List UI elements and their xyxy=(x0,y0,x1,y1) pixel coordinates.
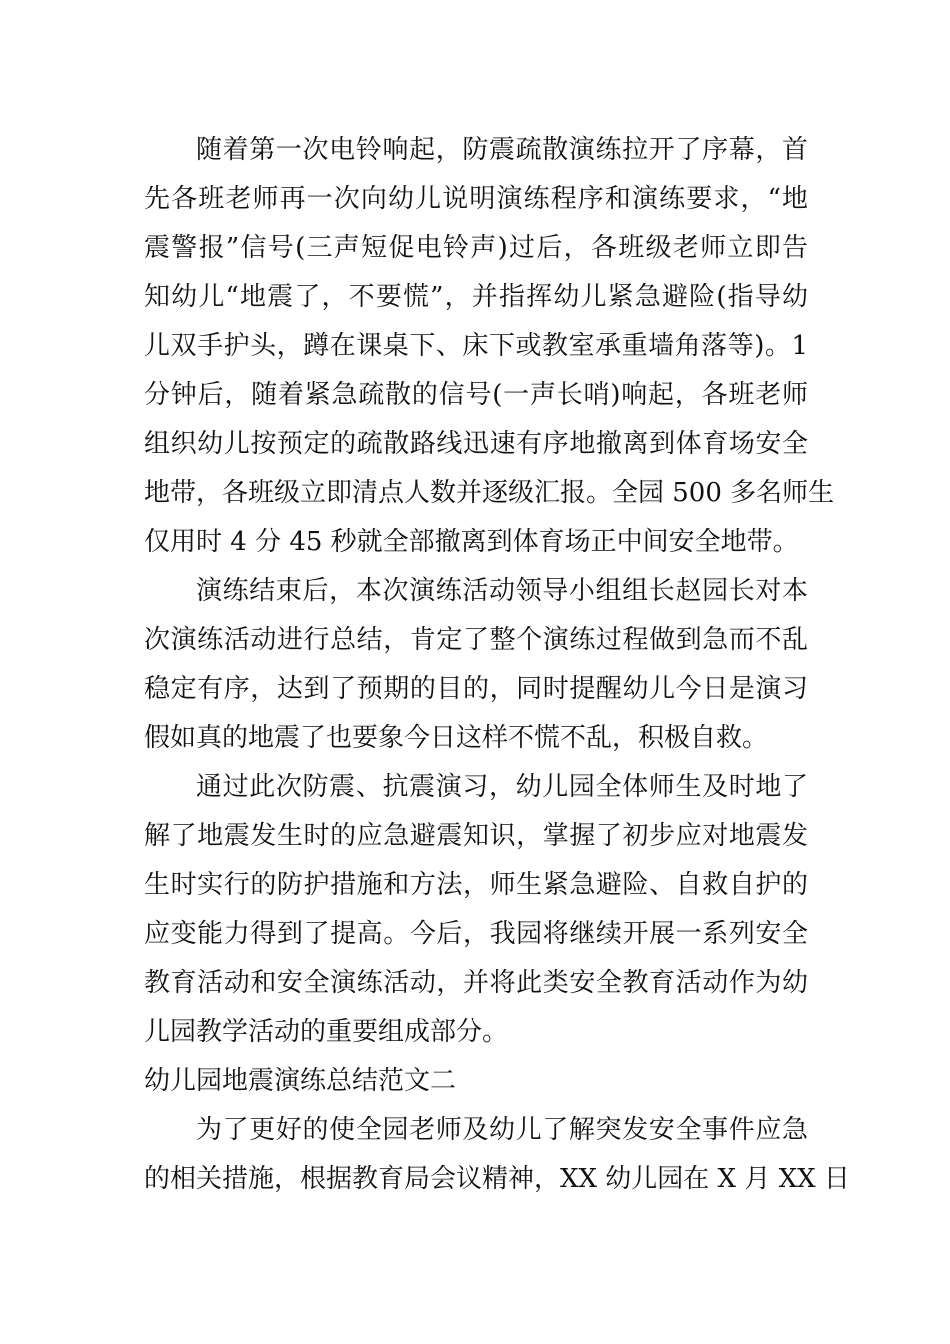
text-line: 假如真的地震了也要象今日这样不慌不乱，积极自救。 xyxy=(144,723,769,753)
text-line: 知幼儿“地震了，不要慌”，并指挥幼儿紧急避险(指导幼 xyxy=(144,282,808,312)
text-line: 次演练活动进行总结，肯定了整个演练过程做到急而不乱 xyxy=(144,625,808,655)
text-line: 震警报”信号(三声短促电铃声)过后，各班级老师立即告 xyxy=(144,233,808,263)
text-line: 教育活动和安全演练活动，并将此类安全教育活动作为幼 xyxy=(144,968,808,998)
text-line: 儿园教学活动的重要组成部分。 xyxy=(144,1017,509,1047)
text-line: 为了更好的使全园老师及幼儿了解突发安全事件应急 xyxy=(196,1115,808,1145)
text-line: 幼儿园地震演练总结范文二 xyxy=(144,1066,457,1096)
text-line: 的相关措施，根据教育局会议精神，XX 幼儿园在 X 月 XX 日 xyxy=(144,1164,850,1194)
text-line: 解了地震发生时的应急避震知识，掌握了初步应对地震发 xyxy=(144,821,808,851)
text-line: 稳定有序，达到了预期的目的，同时提醒幼儿今日是演习 xyxy=(144,674,808,704)
text-line: 随着第一次电铃响起，防震疏散演练拉开了序幕，首 xyxy=(196,135,808,165)
text-line: 地带，各班级立即清点人数并逐级汇报。全园 500 多名师生 xyxy=(144,478,835,508)
text-line: 组织幼儿按预定的疏散路线迅速有序地撤离到体育场安全 xyxy=(144,429,808,459)
document-body xyxy=(144,126,850,1204)
text-line: 分钟后，随着紧急疏散的信号(一声长哨)响起，各班老师 xyxy=(144,380,808,410)
text-line: 生时实行的防护措施和方法，师生紧急避险、自救自护的 xyxy=(144,870,808,900)
text-line: 演练结束后，本次演练活动领导小组组长赵园长对本 xyxy=(196,576,808,606)
text-line: 儿双手护头，蹲在课桌下、床下或教室承重墙角落等)。1 xyxy=(144,331,808,361)
text-line: 仅用时 4 分 45 秒就全部撤离到体育场正中间安全地带。 xyxy=(144,527,799,557)
text-line: 通过此次防震、抗震演习，幼儿园全体师生及时地了 xyxy=(196,772,808,802)
text-line: 应变能力得到了提高。今后，我园将继续开展一系列安全 xyxy=(144,919,808,949)
text-line: 先各班老师再一次向幼儿说明演练程序和演练要求，“地 xyxy=(144,184,808,214)
